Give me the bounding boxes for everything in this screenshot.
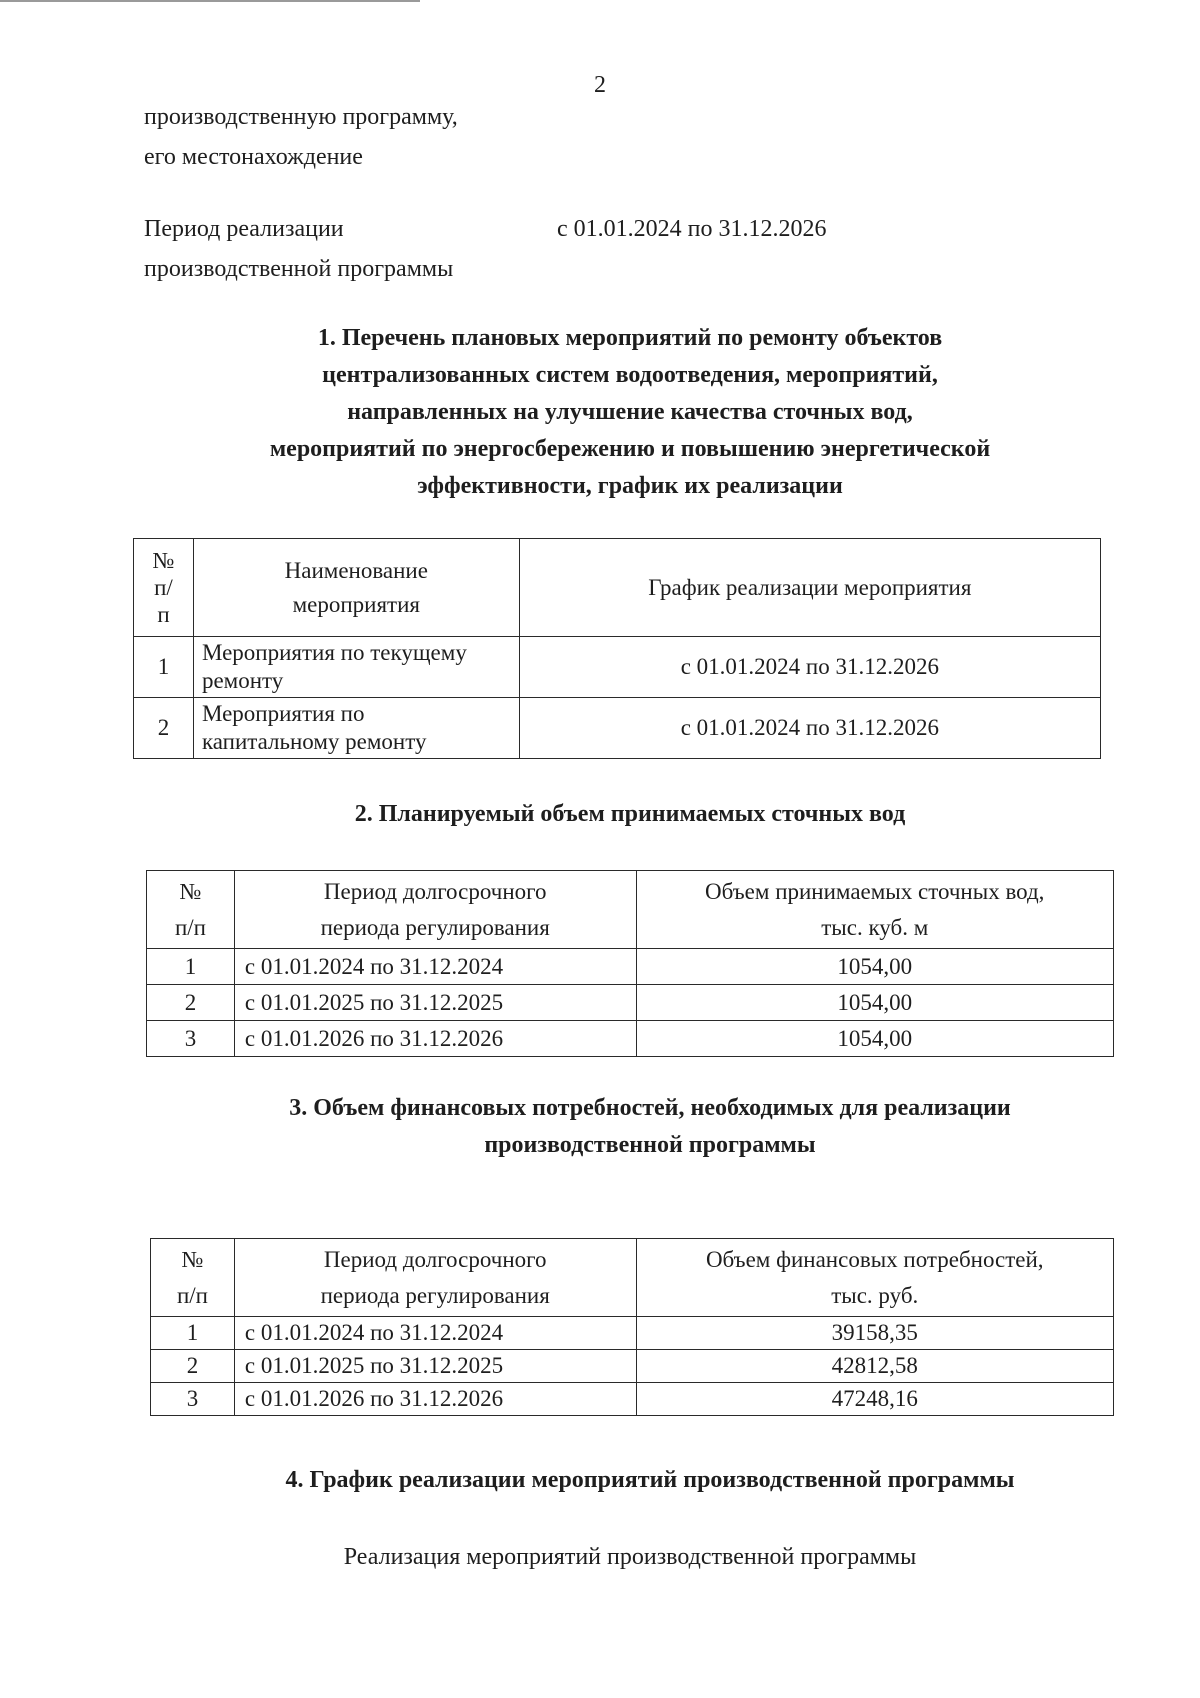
row-volume: 1054,00 [636, 1021, 1114, 1057]
section-4-text: Реализация мероприятий производственной программы [343, 1544, 917, 1570]
row-period: с 01.01.2024 по 31.12.2024 [234, 949, 636, 985]
row-num: 2 [147, 985, 235, 1021]
row-period: с 01.01.2025 по 31.12.2025 [234, 985, 636, 1021]
header-volume-line-1: Объем принимаемых сточных вод, [705, 878, 1045, 904]
section-3-title-line-2: производственной программы [484, 1132, 816, 1158]
section-4-title-text: 4. График реализации мероприятий производственной программы [285, 1467, 1015, 1493]
row-name [193, 698, 519, 759]
row-period: с 01.01.2024 по 31.12.2024 [234, 1317, 636, 1350]
section-1-title [120, 320, 1140, 505]
header-finance-line-1: Объем финансовых потребностей, [705, 1246, 1044, 1272]
table-row [147, 949, 1114, 985]
header-num-line-2: п/п [174, 914, 206, 940]
period-label-line-2: производственной программы [144, 256, 454, 282]
row-num: 2 [134, 698, 194, 759]
header-finance-line-2: тыс. руб. [831, 1282, 919, 1308]
row-num: 1 [151, 1317, 235, 1350]
row-num: 3 [151, 1383, 235, 1416]
header-period-line-1: Период долгосрочного [323, 1246, 547, 1272]
row-period: с 01.01.2025 по 31.12.2025 [234, 1350, 636, 1383]
section-3-title-line-1: 3. Объем финансовых потребностей, необходимых для реализации [289, 1095, 1011, 1121]
row-name-line-1: Мероприятия по текущему [201, 640, 467, 665]
header-finance [636, 1239, 1114, 1317]
scan-edge-line [0, 0, 420, 2]
header-volume-line-2: тыс. куб. м [821, 914, 929, 940]
header-num-line-2: п/ [154, 575, 173, 600]
section-2-title-text: 2. Планируемый объем принимаемых сточных вод [354, 801, 906, 827]
header-name-line-2: мероприятия [292, 591, 420, 617]
intro-line-2: его местонахождение [144, 144, 363, 170]
row-name-line-1: Мероприятия по [201, 701, 365, 726]
row-finance: 39158,35 [636, 1317, 1114, 1350]
row-period: с 01.01.2026 по 31.12.2026 [234, 1383, 636, 1416]
header-num-line-1: № [179, 878, 202, 904]
header-schedule: График реализации мероприятия [519, 539, 1100, 637]
header-period-line-2: периода регулирования [320, 914, 550, 940]
section-1-title-line-3: направленных на улучшение качества сточных вод, [347, 399, 913, 425]
header-num-line-3: п [157, 602, 170, 627]
section-1-title-line-1: 1. Перечень плановых мероприятий по ремонту объектов [317, 325, 943, 351]
header-period-line-1: Период долгосрочного [323, 878, 547, 904]
row-num: 1 [147, 949, 235, 985]
header-num [151, 1239, 235, 1317]
row-finance: 47248,16 [636, 1383, 1114, 1416]
section-3-title [140, 1090, 1160, 1164]
measures-table [133, 538, 1101, 759]
section-2-title [120, 796, 1140, 833]
row-num: 2 [151, 1350, 235, 1383]
row-name-line-2: капитальному ремонту [201, 729, 427, 754]
section-1-title-line-4: мероприятий по энергосбережению и повышению энергетической [269, 436, 991, 462]
table-row [134, 637, 1101, 698]
table-row [151, 1350, 1114, 1383]
row-period: с 01.01.2026 по 31.12.2026 [234, 1021, 636, 1057]
header-num [147, 871, 235, 949]
row-volume: 1054,00 [636, 985, 1114, 1021]
section-1-title-line-5: эффективности, график их реализации [417, 473, 843, 499]
header-period [234, 1239, 636, 1317]
page-number: 2 [594, 72, 606, 98]
wastewater-volume-table [146, 870, 1114, 1057]
table-row [151, 1383, 1114, 1416]
header-num [134, 539, 194, 637]
header-name-line-1: Наименование [284, 557, 428, 583]
row-schedule: с 01.01.2024 по 31.12.2026 [519, 698, 1100, 759]
table-row [151, 1317, 1114, 1350]
row-finance: 42812,58 [636, 1350, 1114, 1383]
period-label-line-1: Период реализации [144, 216, 344, 242]
header-volume [636, 871, 1114, 949]
section-4-title [140, 1462, 1160, 1499]
table-header-row [134, 539, 1101, 637]
row-volume: 1054,00 [636, 949, 1114, 985]
period-value: с 01.01.2024 по 31.12.2026 [557, 216, 827, 242]
table-header-row [147, 871, 1114, 949]
table-header-row [151, 1239, 1114, 1317]
table-row [134, 698, 1101, 759]
intro-line-1: производственную программу, [144, 104, 458, 130]
header-num-line-1: № [152, 548, 175, 573]
header-num-line-1: № [181, 1246, 204, 1272]
section-1-title-line-2: централизованных систем водоотведения, мероприятий, [322, 362, 938, 388]
row-schedule: с 01.01.2024 по 31.12.2026 [519, 637, 1100, 698]
header-name [193, 539, 519, 637]
table-row [147, 985, 1114, 1021]
header-period-line-2: периода регулирования [320, 1282, 550, 1308]
header-num-line-2: п/п [176, 1282, 208, 1308]
row-name [193, 637, 519, 698]
financial-needs-table [150, 1238, 1114, 1416]
row-num: 1 [134, 637, 194, 698]
row-name-line-2: ремонту [201, 668, 284, 693]
header-period [234, 871, 636, 949]
table-row [147, 1021, 1114, 1057]
row-num: 3 [147, 1021, 235, 1057]
